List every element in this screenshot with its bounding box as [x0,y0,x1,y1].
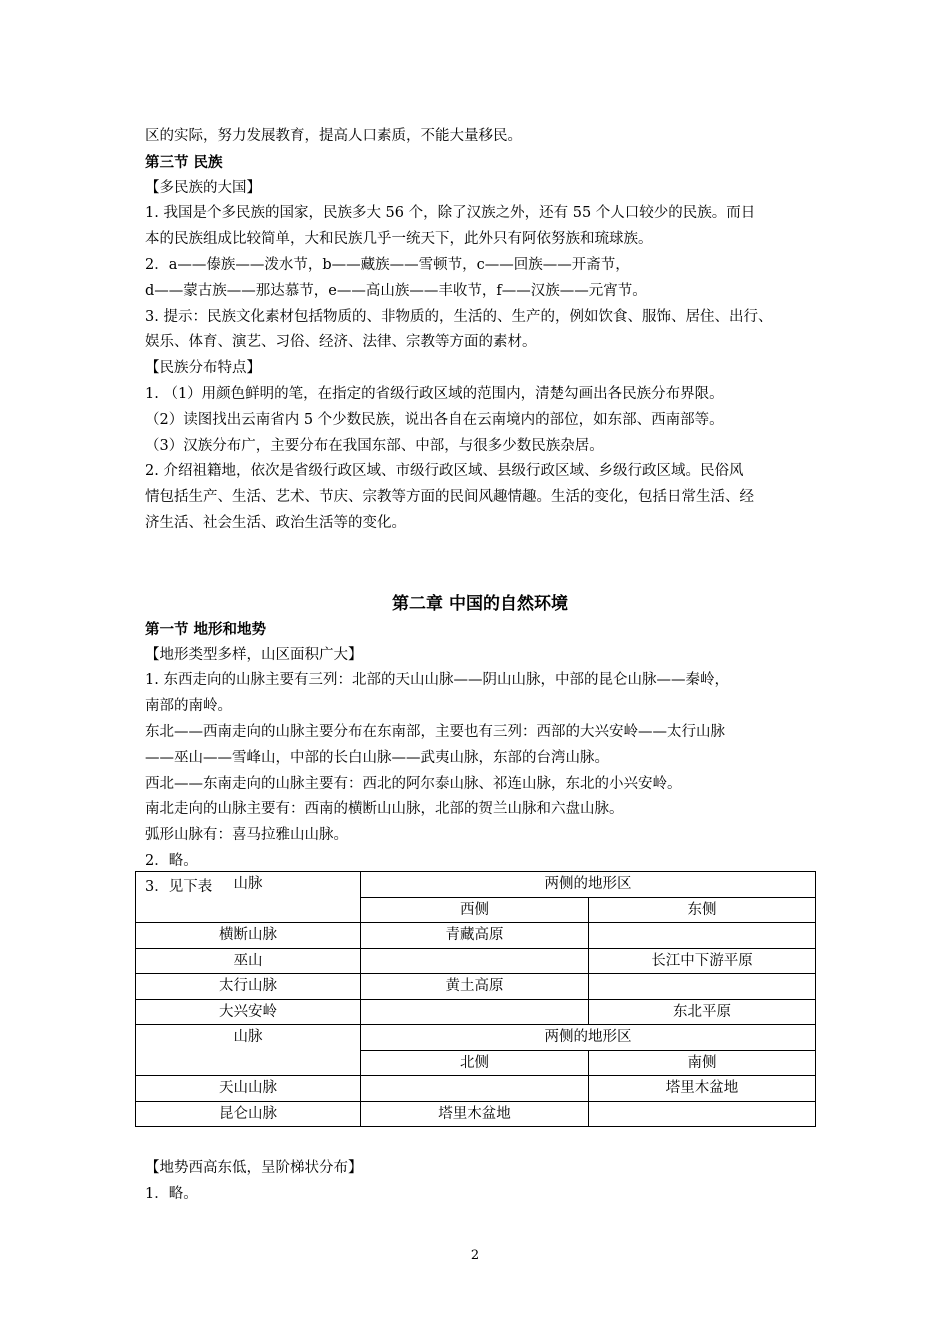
subsection-heading: 【地形类型多样，山区面积广大】 [145,646,363,663]
paragraph-line: d——蒙古族——那达慕节，e——高山族——丰收节，f——汉族——元宵节。 [145,282,647,299]
mountain-terrain-table [135,871,815,1127]
table-cell [361,1076,589,1102]
after-table-text [145,1156,815,1208]
table-header-cell: 北侧 [361,1050,589,1076]
table-cell [589,1101,816,1127]
paragraph-line: 本的民族组成比较简单，大和民族几乎一统天下，此外只有阿依努族和琉球族。 [145,231,653,248]
paragraph-line: 西北——东南走向的山脉主要有：西北的阿尔泰山脉、祁连山脉，东北的小兴安岭。 [145,775,682,792]
table-header-row [136,872,816,898]
table-cell: 天山山脉 [136,1076,361,1102]
paragraph-line: 1．略。 [145,1185,198,1202]
spacer [145,537,815,591]
paragraph-line: 3. 提示：民族文化素材包括物质的、非物质的，生活的、生产的，例如饮食、服饰、居住、出行、 [145,308,773,325]
table-cell: 黄土高原 [361,974,589,1000]
table-cell: 太行山脉 [136,974,361,1000]
paragraph-line: 区的实际，努力发展教育，提高人口素质，不能大量移民。 [145,128,522,144]
table-cell: 塔里木盆地 [589,1076,816,1102]
table-header-cell: 山脉 [136,872,361,923]
paragraph-line: 南部的南岭。 [145,698,232,715]
table-row [136,1101,816,1127]
paragraph-line: 2．略。 [145,852,198,869]
subsection-heading: 【民族分布特点】 [145,360,261,377]
section-heading: 第三节 民族 [145,153,223,171]
table-cell: 巫山 [136,948,361,974]
table-header-cell: 山脉 [136,1025,361,1076]
chapter-title: 第二章 中国的自然环境 [392,593,568,614]
table-row [136,999,816,1025]
paragraph-line: 1. 我国是个多民族的国家，民族多大 56 个，除了汉族之外，还有 55 个人口较少的民族。而日 [145,205,756,222]
table-cell [361,948,589,974]
table-header-cell: 东侧 [589,897,816,923]
paragraph-line: （2）读图找出云南省内 5 个少数民族，说出各自在云南境内的部位，如东部、西南部等。 [145,411,724,428]
subsection-heading: 【地势西高东低，呈阶梯状分布】 [145,1160,363,1176]
table-cell [589,974,816,1000]
terrain-table [135,871,816,1127]
table-cell: 塔里木盆地 [361,1101,589,1127]
section-heading: 第一节 地形和地势 [145,620,267,638]
table-header-cell: 西侧 [361,897,589,923]
paragraph-line: 1. 东西走向的山脉主要有三列：北部的天山山脉——阴山山脉，中部的昆仑山脉——秦岭， [145,672,729,689]
paragraph-line: 2. 介绍祖籍地，依次是省级行政区域、市级行政区域、县级行政区域、乡级行政区域。民俗风 [145,463,744,480]
page-number: 2 [470,1248,480,1263]
paragraph-line: 3．见下表 [145,878,213,895]
paragraph-line: 2．a——傣族——泼水节，b——藏族——雪顿节，c——回族——开斋节， [145,256,630,273]
paragraph-line: 情包括生产、生活、艺术、节庆、宗教等方面的民间风趣情趣。生活的变化，包括日常生活、经 [145,489,754,506]
table-cell: 青藏高原 [361,923,589,949]
table-row [136,923,816,949]
table-cell: 大兴安岭 [136,999,361,1025]
paragraph-line: 1. （1）用颜色鲜明的笔，在指定的省级行政区域的范围内，清楚勾画出各民族分布界限。 [145,385,724,402]
table-cell: 东北平原 [589,999,816,1025]
paragraph-line: 济生活、社会生活、政治生活等的变化。 [145,514,406,531]
paragraph-line: 南北走向的山脉主要有：西南的横断山山脉，北部的贺兰山脉和六盘山脉。 [145,801,624,818]
table-header-cell: 南侧 [589,1050,816,1076]
subsection-heading: 【多民族的大国】 [145,179,261,196]
table-cell: 横断山脉 [136,923,361,949]
table-header-cell: 两侧的地形区 [361,872,816,898]
paragraph-line: （3）汉族分布广，主要分布在我国东部、中部，与很多少数民族杂居。 [145,437,604,454]
main-text [145,124,815,901]
paragraph-line: 娱乐、体育、演艺、习俗、经济、法律、宗教等方面的素材。 [145,334,537,351]
table-cell [361,999,589,1025]
table-row [136,948,816,974]
table-header-row [136,1025,816,1051]
paragraph-line: ——巫山——雪峰山，中部的长白山脉——武夷山脉，东部的台湾山脉。 [145,749,609,766]
paragraph-line: 弧形山脉有：喜马拉雅山山脉。 [145,827,348,844]
table-cell: 昆仑山脉 [136,1101,361,1127]
table-header-cell: 两侧的地形区 [361,1025,816,1051]
paragraph-line: 东北——西南走向的山脉主要分布在东南部，主要也有三列：西部的大兴安岭——太行山脉 [145,723,725,740]
table-cell [589,923,816,949]
table-row [136,1076,816,1102]
table-row [136,974,816,1000]
table-cell: 长江中下游平原 [589,948,816,974]
